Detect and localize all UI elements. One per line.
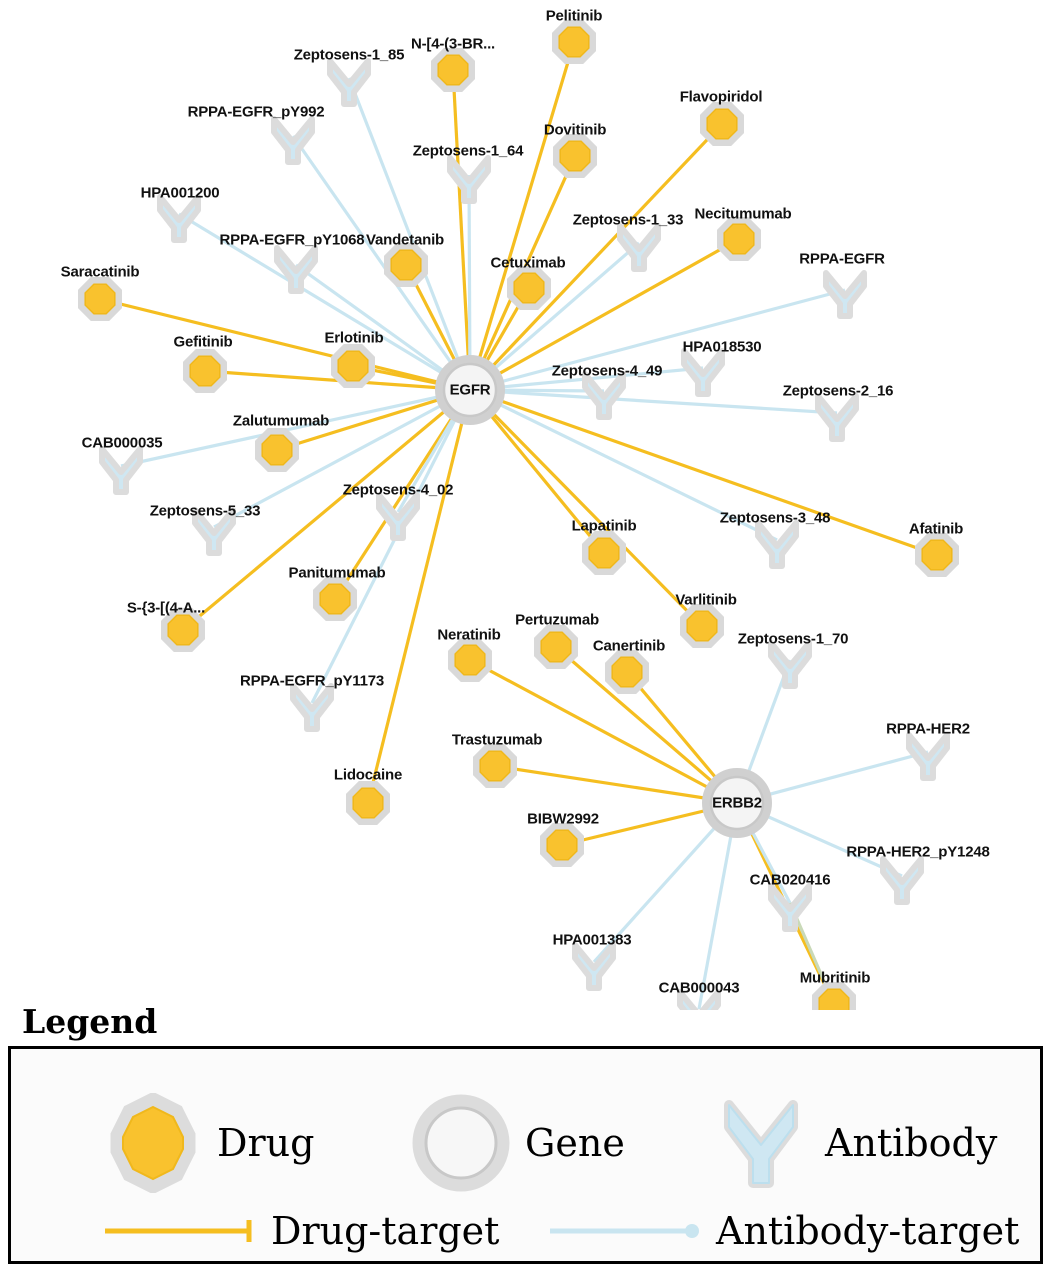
- drug-node-label: Neratinib: [437, 626, 501, 644]
- drug-node[interactable]: [612, 657, 642, 687]
- legend-title: Legend: [22, 1002, 158, 1041]
- antibody-node-label: RPPA-HER2_pY1248: [846, 843, 990, 861]
- antibody-node[interactable]: [826, 273, 864, 316]
- antibody-node[interactable]: [771, 886, 809, 929]
- antibody-node[interactable]: [277, 248, 315, 291]
- drug-node-label: N-[4-(3-BR...: [410, 35, 496, 53]
- antibody-node-label: Zeptosens-5_33: [149, 502, 261, 520]
- drug-target-edge-icon: [101, 1216, 261, 1246]
- drug-node-label: Afatinib: [908, 520, 964, 538]
- antibody-node-label: CAB000035: [81, 434, 163, 452]
- antibody-node-label: CAB000043: [658, 979, 740, 997]
- drug-node-label: Varlitinib: [675, 591, 737, 609]
- legend-label-gene: Gene: [525, 1121, 625, 1165]
- edge-drug-target: [453, 70, 470, 390]
- drug-node[interactable]: [480, 751, 510, 781]
- drug-icon: [103, 1093, 203, 1193]
- edge-drug-target: [470, 42, 574, 390]
- drug-node[interactable]: [514, 273, 544, 303]
- drug-node-label: Lapatinib: [571, 517, 637, 535]
- drug-node-label: Zalutumumab: [232, 412, 330, 430]
- drug-node-label: BIBW2992: [527, 810, 599, 828]
- antibody-node[interactable]: [771, 643, 809, 686]
- drug-node[interactable]: [455, 645, 485, 675]
- antibody-node[interactable]: [684, 351, 722, 394]
- antibody-node-label: RPPA-HER2: [886, 720, 970, 738]
- drug-node[interactable]: [262, 435, 292, 465]
- drug-node-label: Mubritinib: [799, 969, 871, 987]
- drug-node-label: Gefitinib: [173, 333, 233, 351]
- edge-drug-target: [470, 390, 937, 555]
- drug-node[interactable]: [168, 615, 198, 645]
- drug-node-label: Lidocaine: [333, 766, 403, 784]
- legend-label-antibody: Antibody: [825, 1121, 998, 1165]
- drug-node[interactable]: [547, 830, 577, 860]
- gene-node-label: ERBB2: [712, 794, 762, 812]
- drug-node[interactable]: [589, 538, 619, 568]
- antibody-node[interactable]: [883, 859, 921, 902]
- antibody-node-label: HPA018530: [682, 338, 762, 356]
- antibody-node[interactable]: [818, 396, 856, 439]
- antibody-node[interactable]: [585, 374, 623, 417]
- antibody-node-label: RPPA-EGFR_pY1173: [239, 672, 385, 690]
- antibody-node-label: Zeptosens-3_48: [719, 509, 831, 527]
- drug-node[interactable]: [190, 356, 220, 386]
- antibody-node-label: Zeptosens-1_64: [412, 142, 524, 160]
- legend-item-drug-target: [101, 1209, 499, 1253]
- antibody-node-label: RPPA-EGFR_pY992: [187, 103, 325, 121]
- antibody-node-label: Zeptosens-2_16: [782, 382, 894, 400]
- antibody-node-label: HPA001383: [552, 931, 632, 949]
- antibody-node[interactable]: [620, 226, 658, 269]
- drug-node[interactable]: [559, 27, 589, 57]
- legend-item-antibody-target: [546, 1209, 1019, 1253]
- legend: [0, 1002, 1059, 1280]
- antibody-node[interactable]: [450, 158, 488, 201]
- legend-item-antibody: [711, 1093, 997, 1193]
- drug-node[interactable]: [687, 611, 717, 641]
- drug-node[interactable]: [391, 250, 421, 280]
- antibody-node[interactable]: [160, 197, 198, 240]
- legend-label-drug: Drug: [217, 1121, 315, 1165]
- legend-label-antibody-target: Antibody-target: [716, 1209, 1020, 1253]
- drug-node[interactable]: [320, 584, 350, 614]
- antibody-node[interactable]: [575, 945, 613, 988]
- drug-node[interactable]: [85, 284, 115, 314]
- drug-node-label: Flavopiridol: [679, 88, 763, 106]
- drug-node-label: Vandetanib: [365, 231, 445, 249]
- legend-edge-row: [11, 1209, 1046, 1269]
- antibody-node-label: Zeptosens-1_70: [737, 630, 849, 648]
- antibody-node-label: RPPA-EGFR: [799, 250, 885, 268]
- antibody-node[interactable]: [293, 686, 331, 729]
- legend-item-gene: [411, 1093, 625, 1193]
- antibody-node[interactable]: [909, 735, 947, 778]
- legend-item-drug: [103, 1093, 314, 1193]
- drug-node[interactable]: [724, 224, 754, 254]
- legend-node-row: [11, 1093, 1046, 1203]
- drug-node[interactable]: [338, 351, 368, 381]
- antibody-node-label: HPA001200: [140, 184, 220, 202]
- drug-node-label: Pertuzumab: [515, 611, 599, 629]
- antibody-node-label: RPPA-EGFR_pY1068: [219, 231, 365, 249]
- antibody-node-label: Zeptosens-1_85: [293, 46, 405, 64]
- antibody-node[interactable]: [758, 523, 796, 566]
- drug-node-label: Necitumumab: [694, 205, 792, 223]
- gene-node-label: EGFR: [449, 381, 491, 399]
- edge-antibody-target: [312, 390, 470, 703]
- antibody-node-label: Zeptosens-4_49: [551, 362, 663, 380]
- drug-node-label: Erlotinib: [324, 329, 384, 347]
- legend-box: [8, 1046, 1043, 1264]
- drug-node[interactable]: [541, 632, 571, 662]
- drug-node[interactable]: [353, 788, 383, 818]
- drug-node-label: Cetuximab: [490, 254, 566, 272]
- legend-label-drug-target: Drug-target: [271, 1209, 500, 1253]
- antibody-node-label: CAB020416: [749, 871, 831, 889]
- gene-icon: [411, 1093, 511, 1193]
- drug-node[interactable]: [922, 540, 952, 570]
- drug-node[interactable]: [438, 55, 468, 85]
- drug-node-label: Canertinib: [592, 637, 666, 655]
- antibody-node-label: Zeptosens-1_33: [572, 211, 684, 229]
- antibody-node[interactable]: [330, 61, 368, 104]
- drug-node[interactable]: [560, 141, 590, 171]
- drug-node-label: Trastuzumab: [451, 731, 543, 749]
- drug-node-label: Saracatinib: [60, 263, 140, 281]
- antibody-target-edge-icon: [546, 1216, 706, 1246]
- drug-node-label: Panitumumab: [288, 564, 386, 582]
- antibody-node[interactable]: [102, 449, 140, 492]
- edge-drug-target: [470, 390, 702, 626]
- drug-node-label: Pelitinib: [545, 7, 603, 25]
- antibody-node-label: Zeptosens-4_02: [342, 481, 454, 499]
- drug-node[interactable]: [707, 109, 737, 139]
- drug-node-label: Dovitinib: [543, 121, 607, 139]
- drug-node-label: S-{3-[(4-A...: [126, 599, 206, 617]
- antibody-icon: [711, 1093, 811, 1193]
